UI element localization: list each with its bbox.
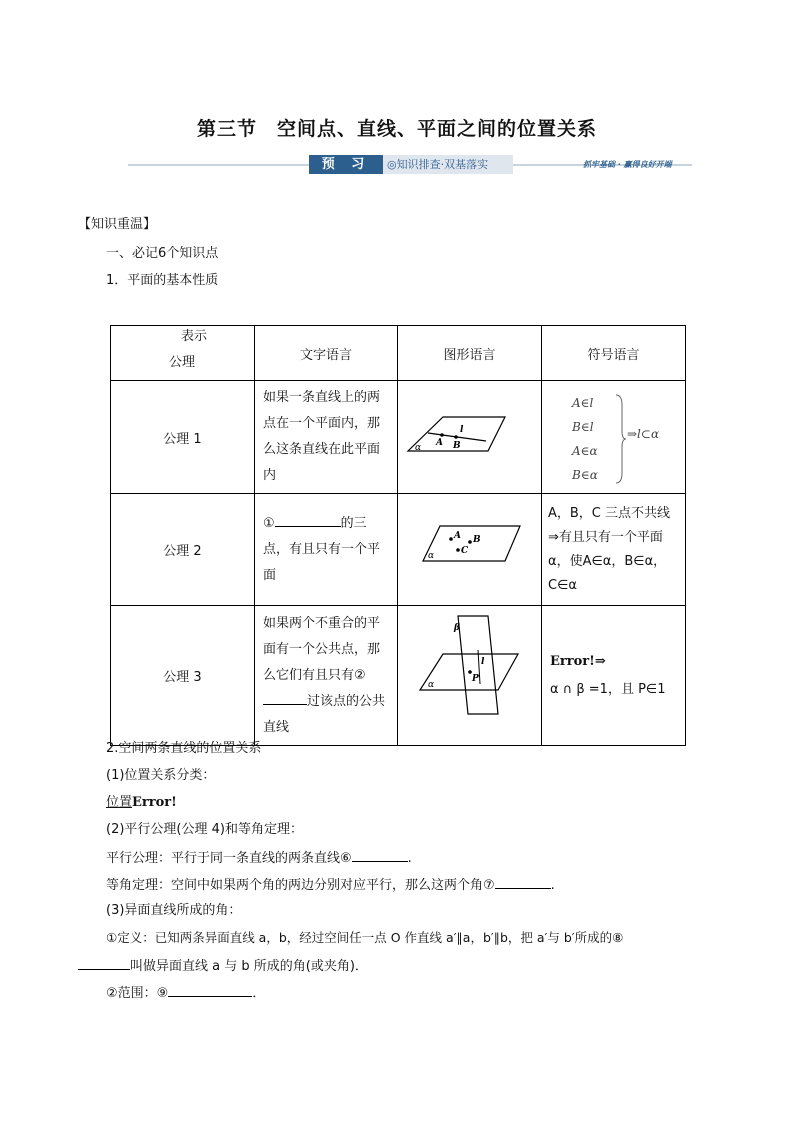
label-c: C bbox=[461, 546, 469, 556]
point-c-dot bbox=[456, 548, 460, 552]
label-a: A bbox=[454, 531, 461, 541]
banner-slogan: 抓牢基础 · 赢得良好开端 bbox=[583, 160, 672, 169]
axiom-1-figure-cell bbox=[398, 381, 542, 494]
section-2-3: (3)异面直线所成的角： bbox=[106, 903, 242, 918]
axiom-1-text-cell bbox=[255, 381, 398, 494]
axiom-table bbox=[110, 325, 686, 746]
symbol-a-in-alpha: A∈α bbox=[572, 444, 598, 458]
axiom-3-symbol-text: α ∩ β =1，且 P∈1 bbox=[550, 681, 666, 697]
axiom-2-text-suffix: 的三点，有且只有一个平面 bbox=[263, 515, 381, 583]
axiom-2-figure-cell bbox=[398, 494, 542, 606]
heading-knowledge-points: 一、必记6个知识点 bbox=[106, 246, 219, 261]
error-text: Error! bbox=[132, 795, 177, 810]
label-b: B bbox=[473, 535, 481, 545]
definition-line: ①定义：已知两条异面直线 a，b，经过空间任一点 O 作直线 a′∥a，b′∥b，把 a′与 b′所成的⑧ bbox=[106, 930, 624, 945]
blank-7[interactable] bbox=[495, 875, 551, 889]
corner-cell bbox=[111, 326, 255, 381]
axiom-2-figure bbox=[398, 494, 541, 601]
axiom-3-figure bbox=[398, 606, 541, 741]
label-l: l bbox=[460, 425, 464, 435]
equal-angle-text: 等角定理：空间中如果两个角的两边分别对应平行，那么这两个角⑦ bbox=[106, 878, 495, 893]
definition-text-2: 叫做异面直线 a 与 b 所成的角(或夹角)． bbox=[130, 959, 368, 974]
axiom-3-figure-cell bbox=[398, 606, 542, 746]
axiom-2-name: 公理 2 bbox=[111, 494, 255, 606]
header-symbol-language: 符号语言 bbox=[542, 326, 686, 381]
label-l: l bbox=[481, 657, 485, 667]
corner-top-label: 表示 bbox=[181, 329, 208, 344]
banner-subtitle: ◎知识排查·双基落实 bbox=[387, 158, 489, 171]
definition-line-2 bbox=[78, 956, 368, 976]
table-row bbox=[111, 381, 686, 494]
label-p: P bbox=[472, 674, 479, 684]
position-label: 位置 bbox=[106, 795, 133, 810]
axiom-1-name: 公理 1 bbox=[111, 381, 255, 494]
label-alpha: α bbox=[415, 443, 422, 453]
range-end: ． bbox=[252, 986, 266, 1001]
axiom-1-text: 如果一条直线上的两点在一个平面内，那么这条直线在此平面内 bbox=[263, 390, 381, 483]
corner-bottom-label: 公理 bbox=[169, 355, 196, 370]
axiom-1-figure bbox=[398, 381, 541, 489]
range-line bbox=[106, 983, 265, 1003]
table-header-row bbox=[111, 326, 686, 381]
point-a-dot bbox=[449, 537, 453, 541]
axiom-3-text-main: 如果两个不重合的平面有一个公共点，那么它们有且只有② bbox=[263, 615, 381, 683]
table-row bbox=[111, 494, 686, 606]
plane-alpha-shape bbox=[423, 526, 520, 561]
equal-angle-line bbox=[106, 875, 555, 895]
blank-2[interactable] bbox=[263, 691, 307, 705]
axiom-3-symbol-cell bbox=[542, 606, 686, 746]
label-alpha: α bbox=[428, 551, 435, 561]
page-title: 第三节 空间点、直线、平面之间的位置关系 bbox=[196, 118, 597, 140]
plane-beta-shape bbox=[458, 616, 498, 714]
heading-plane-properties: 1．平面的基本性质 bbox=[106, 273, 219, 288]
parallel-axiom-line bbox=[106, 848, 412, 868]
axiom-1-implies: ⇒l⊂α bbox=[627, 427, 660, 441]
section-header: 【知识重温】 bbox=[78, 217, 157, 232]
section-2-2: (2)平行公理(公理 4)和等角定理： bbox=[106, 822, 303, 837]
axiom-3-text-cell bbox=[255, 606, 398, 746]
table-row bbox=[111, 606, 686, 746]
label-b: B bbox=[453, 441, 461, 451]
label-alpha: α bbox=[428, 680, 435, 690]
blank-6[interactable] bbox=[352, 848, 408, 862]
axiom-2-text-prefix: ① bbox=[263, 515, 275, 531]
axiom-2-symbol-cell bbox=[542, 494, 686, 606]
section-2-title: 2.空间两条直线的位置关系 bbox=[106, 741, 262, 756]
header-text-language: 文字语言 bbox=[255, 326, 398, 381]
label-beta: β bbox=[454, 623, 460, 633]
label-a: A bbox=[436, 438, 443, 448]
symbol-b-in-alpha: B∈α bbox=[572, 468, 598, 482]
axiom-2-symbols: A，B，C 三点不共线⇒有且只有一个平面 α，使A∈α，B∈α，C∈α bbox=[548, 505, 671, 593]
parallel-axiom-period: . bbox=[407, 851, 412, 866]
section-2-1: (1)位置关系分类： bbox=[106, 768, 216, 783]
axiom-1-symbols bbox=[572, 391, 598, 487]
axiom-2-text bbox=[255, 511, 397, 589]
banner-label: 预 习 bbox=[309, 155, 383, 174]
symbol-b-in-l: B∈l bbox=[572, 420, 594, 434]
point-b-dot bbox=[454, 435, 458, 439]
axiom-1-symbol-cell bbox=[542, 381, 686, 494]
header-figure-language: 图形语言 bbox=[398, 326, 542, 381]
equal-angle-period: . bbox=[550, 878, 555, 893]
axiom-3-symbols bbox=[542, 648, 685, 704]
blank-9[interactable] bbox=[168, 983, 252, 997]
axiom-3-name: 公理 3 bbox=[111, 606, 255, 746]
brace-icon bbox=[614, 393, 626, 485]
symbol-a-in-l: A∈l bbox=[572, 396, 594, 410]
range-text: ②范围：⑨ bbox=[106, 986, 169, 1001]
point-b-dot bbox=[468, 540, 472, 544]
point-a-dot bbox=[440, 433, 444, 437]
blank-8[interactable] bbox=[78, 956, 130, 970]
axiom-2-text-cell bbox=[255, 494, 398, 606]
section-2-1-error-line bbox=[106, 794, 177, 812]
axiom-3-text-suffix: 过该点的公共直线 bbox=[263, 693, 386, 735]
preview-banner bbox=[128, 155, 692, 175]
axiom-3-text bbox=[255, 611, 397, 741]
axiom-3-error: Error!⇒ bbox=[550, 653, 606, 669]
blank-1[interactable] bbox=[275, 513, 341, 527]
parallel-axiom-text: 平行公理：平行于同一条直线的两条直线⑥ bbox=[106, 851, 352, 866]
